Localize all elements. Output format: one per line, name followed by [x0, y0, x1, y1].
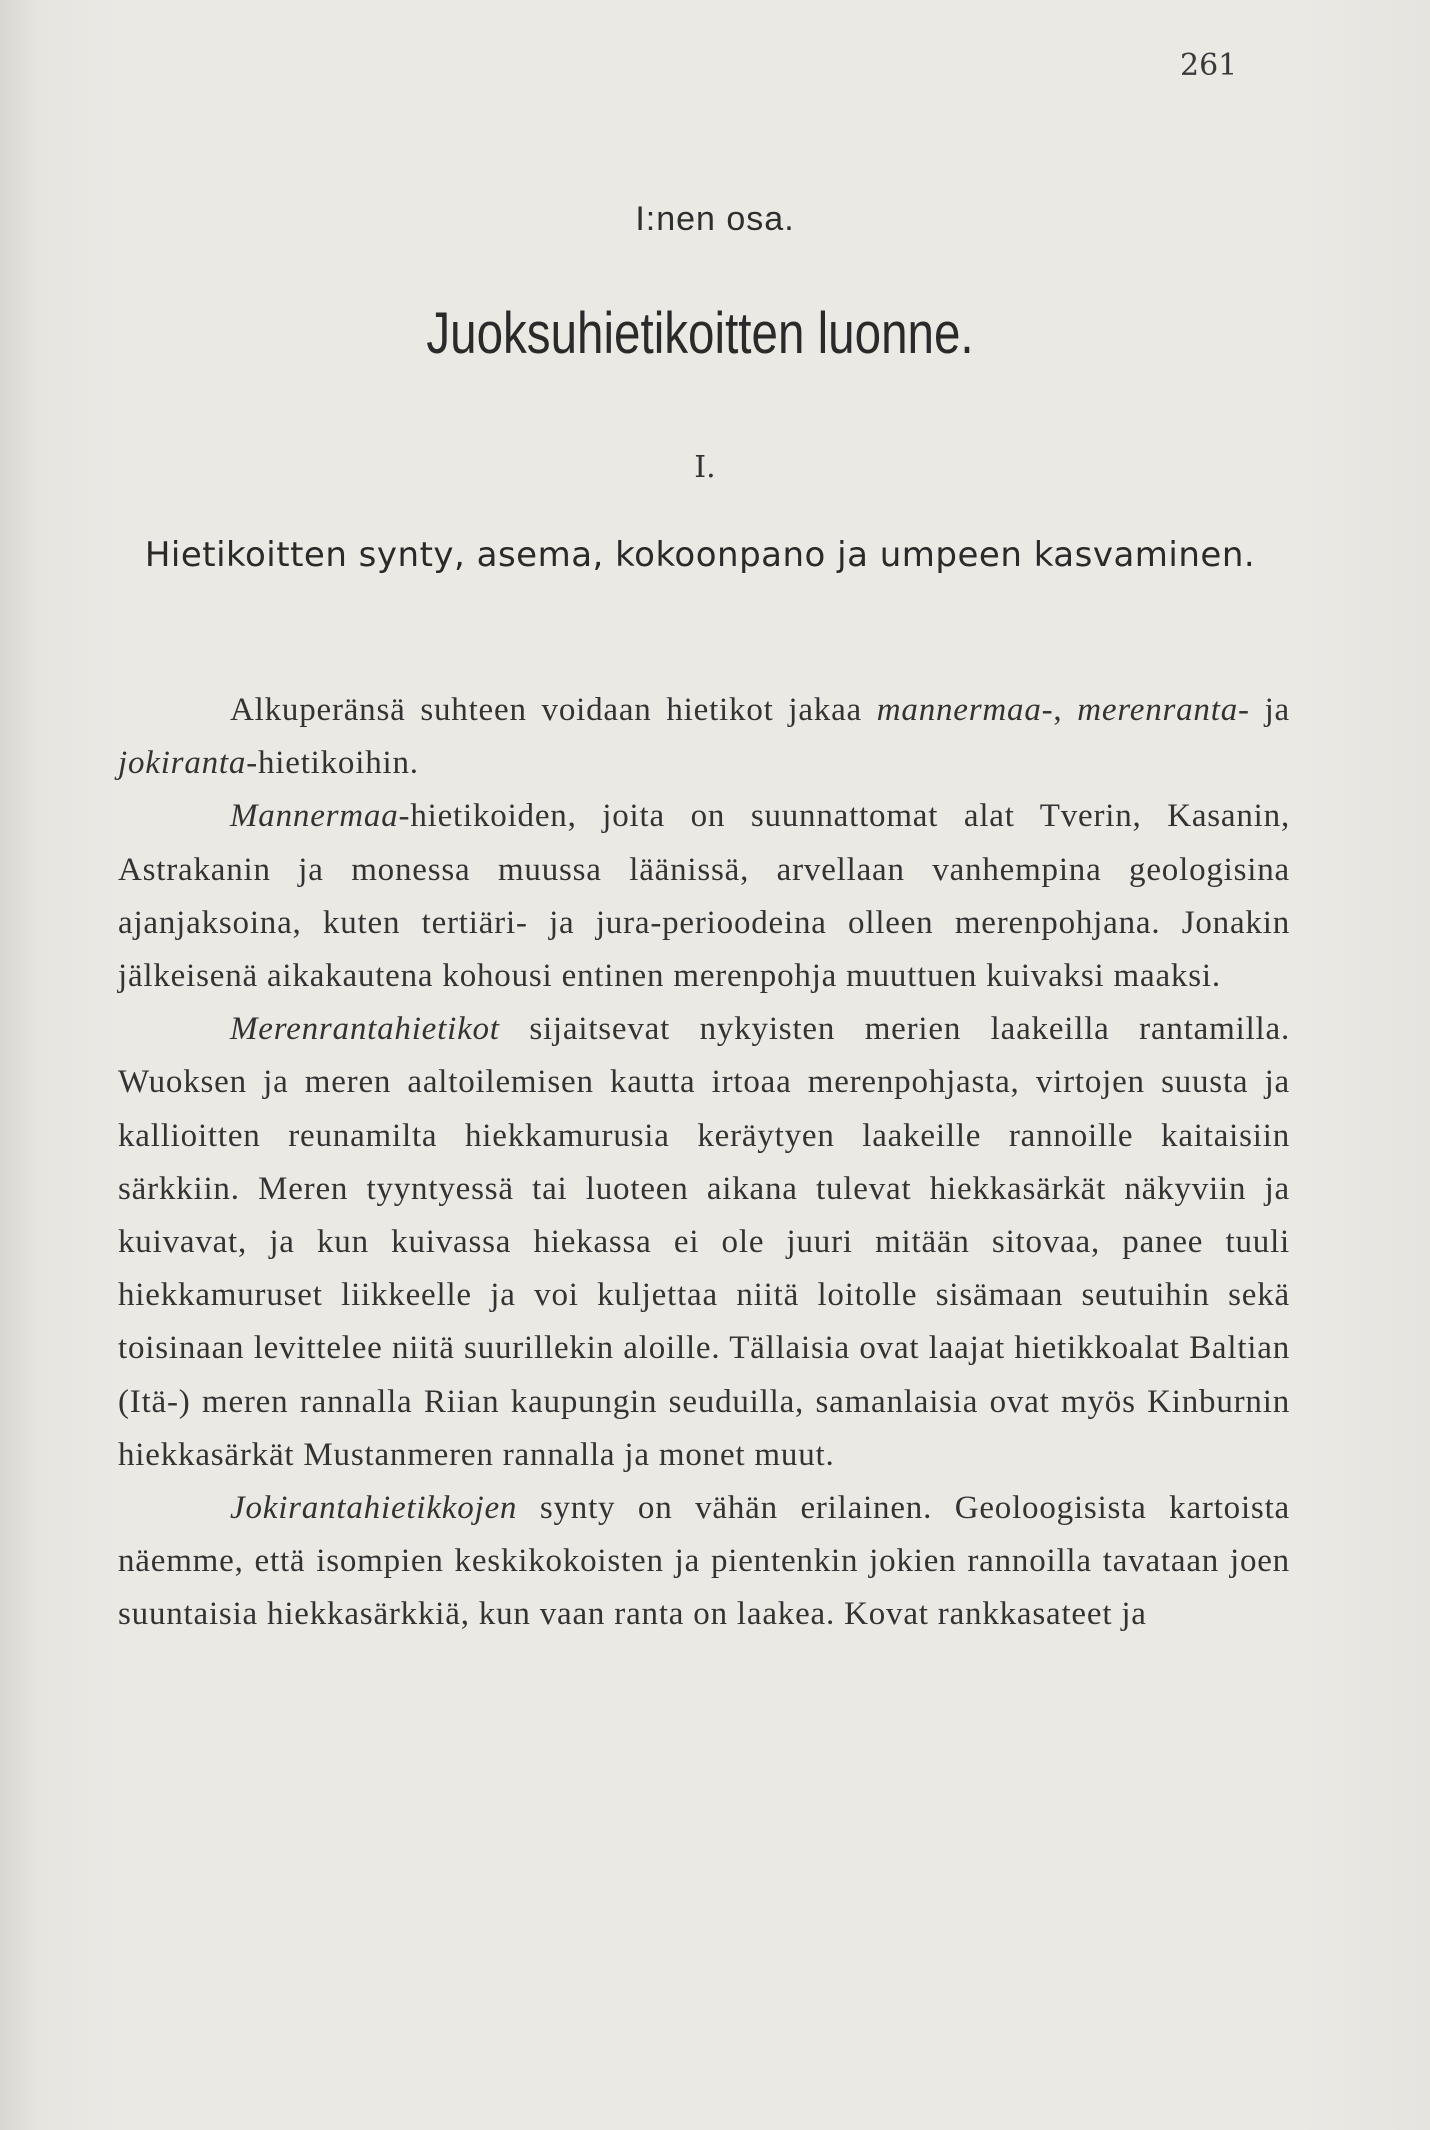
paragraph-seashore — [118, 1003, 1290, 1482]
paragraph-origin — [118, 684, 1290, 790]
body-text — [118, 684, 1290, 1642]
paragraph-riverbank — [118, 1482, 1290, 1642]
italic-term: merenranta- — [1077, 692, 1250, 728]
paragraph-mainland — [118, 790, 1290, 1003]
paragraph-text: sijaitsevat nykyisten merien laakeilla rantamilla. Wuoksen ja meren aaltoilemisen kautta irtoaa merenpohjasta, virtojen suusta ja kallioitten reunamilta hiekkamurusia keräytyen laakeille rannoille kaitaisiin särkkiin. Meren tyyntyessä tai luoteen aikana tulevat hiekkasärkät näkyviin ja kuivavat, ja kun kuivassa hiekassa ei ole juuri mitään sitovaa, panee tuuli hiekkamuruset liikkeelle ja voi kuljettaa niitä loitolle sisämaan seutuihin sekä toisinaan levittelee niitä suurillekin aloille. Tällaisia ovat laajat hietikkoalat Baltian (Itä-) meren rannalla Riian kaupungin seuduilla, samanlaisia ovat myös Kinburnin hiekkasärkät Mustanmeren rannalla ja monet muut. — [118, 1011, 1290, 1473]
paragraph-text: Alkuperänsä suhteen voidaan hietikot jakaa — [230, 692, 877, 728]
paragraph-text: synty on vähän erilainen. Geoloogisista kartoista näemme, että isompien keskikokoisten ja pientenkin jokien rannoilla tavataan joen suuntaisia hiekkasärkkiä, kun vaan ranta on laakea. Kovat rankkasateet ja — [118, 1490, 1290, 1633]
page-number: 261 — [1180, 48, 1238, 83]
italic-term: mannermaa- — [876, 692, 1054, 728]
paragraph-text: ja — [1249, 692, 1290, 728]
italic-term: Mannermaa- — [230, 798, 411, 835]
main-title: Juoksuhietikoitten luonne. — [426, 301, 974, 366]
chapter-title: Hietikoitten synty, asema, kokoonpano ja umpeen kasvaminen. — [144, 535, 1256, 575]
italic-term: jokiranta- — [118, 745, 258, 782]
paragraph-text: hietikoihin. — [257, 745, 419, 782]
paragraph-text: hietikoiden, joita on suunnattomat alat Tverin, Kasanin, Astrakanin ja monessa muussa läänissä, arvellaan vanhempina geologisina ajanjaksoina, kuten tertiäri- ja jura-perioodeina olleen merenpohjana. Jonakin jälkeisenä aikakautena kohousi entinen merenpohja muuttuen kuivaksi maaksi. — [118, 798, 1290, 995]
part-heading: I:nen osa. — [635, 200, 795, 238]
paragraph-text: , — [1053, 692, 1078, 728]
italic-term: Jokirantahietikkojen — [230, 1490, 518, 1527]
italic-term: Merenrantahietikot — [230, 1011, 500, 1048]
chapter-number: I. — [694, 450, 716, 485]
